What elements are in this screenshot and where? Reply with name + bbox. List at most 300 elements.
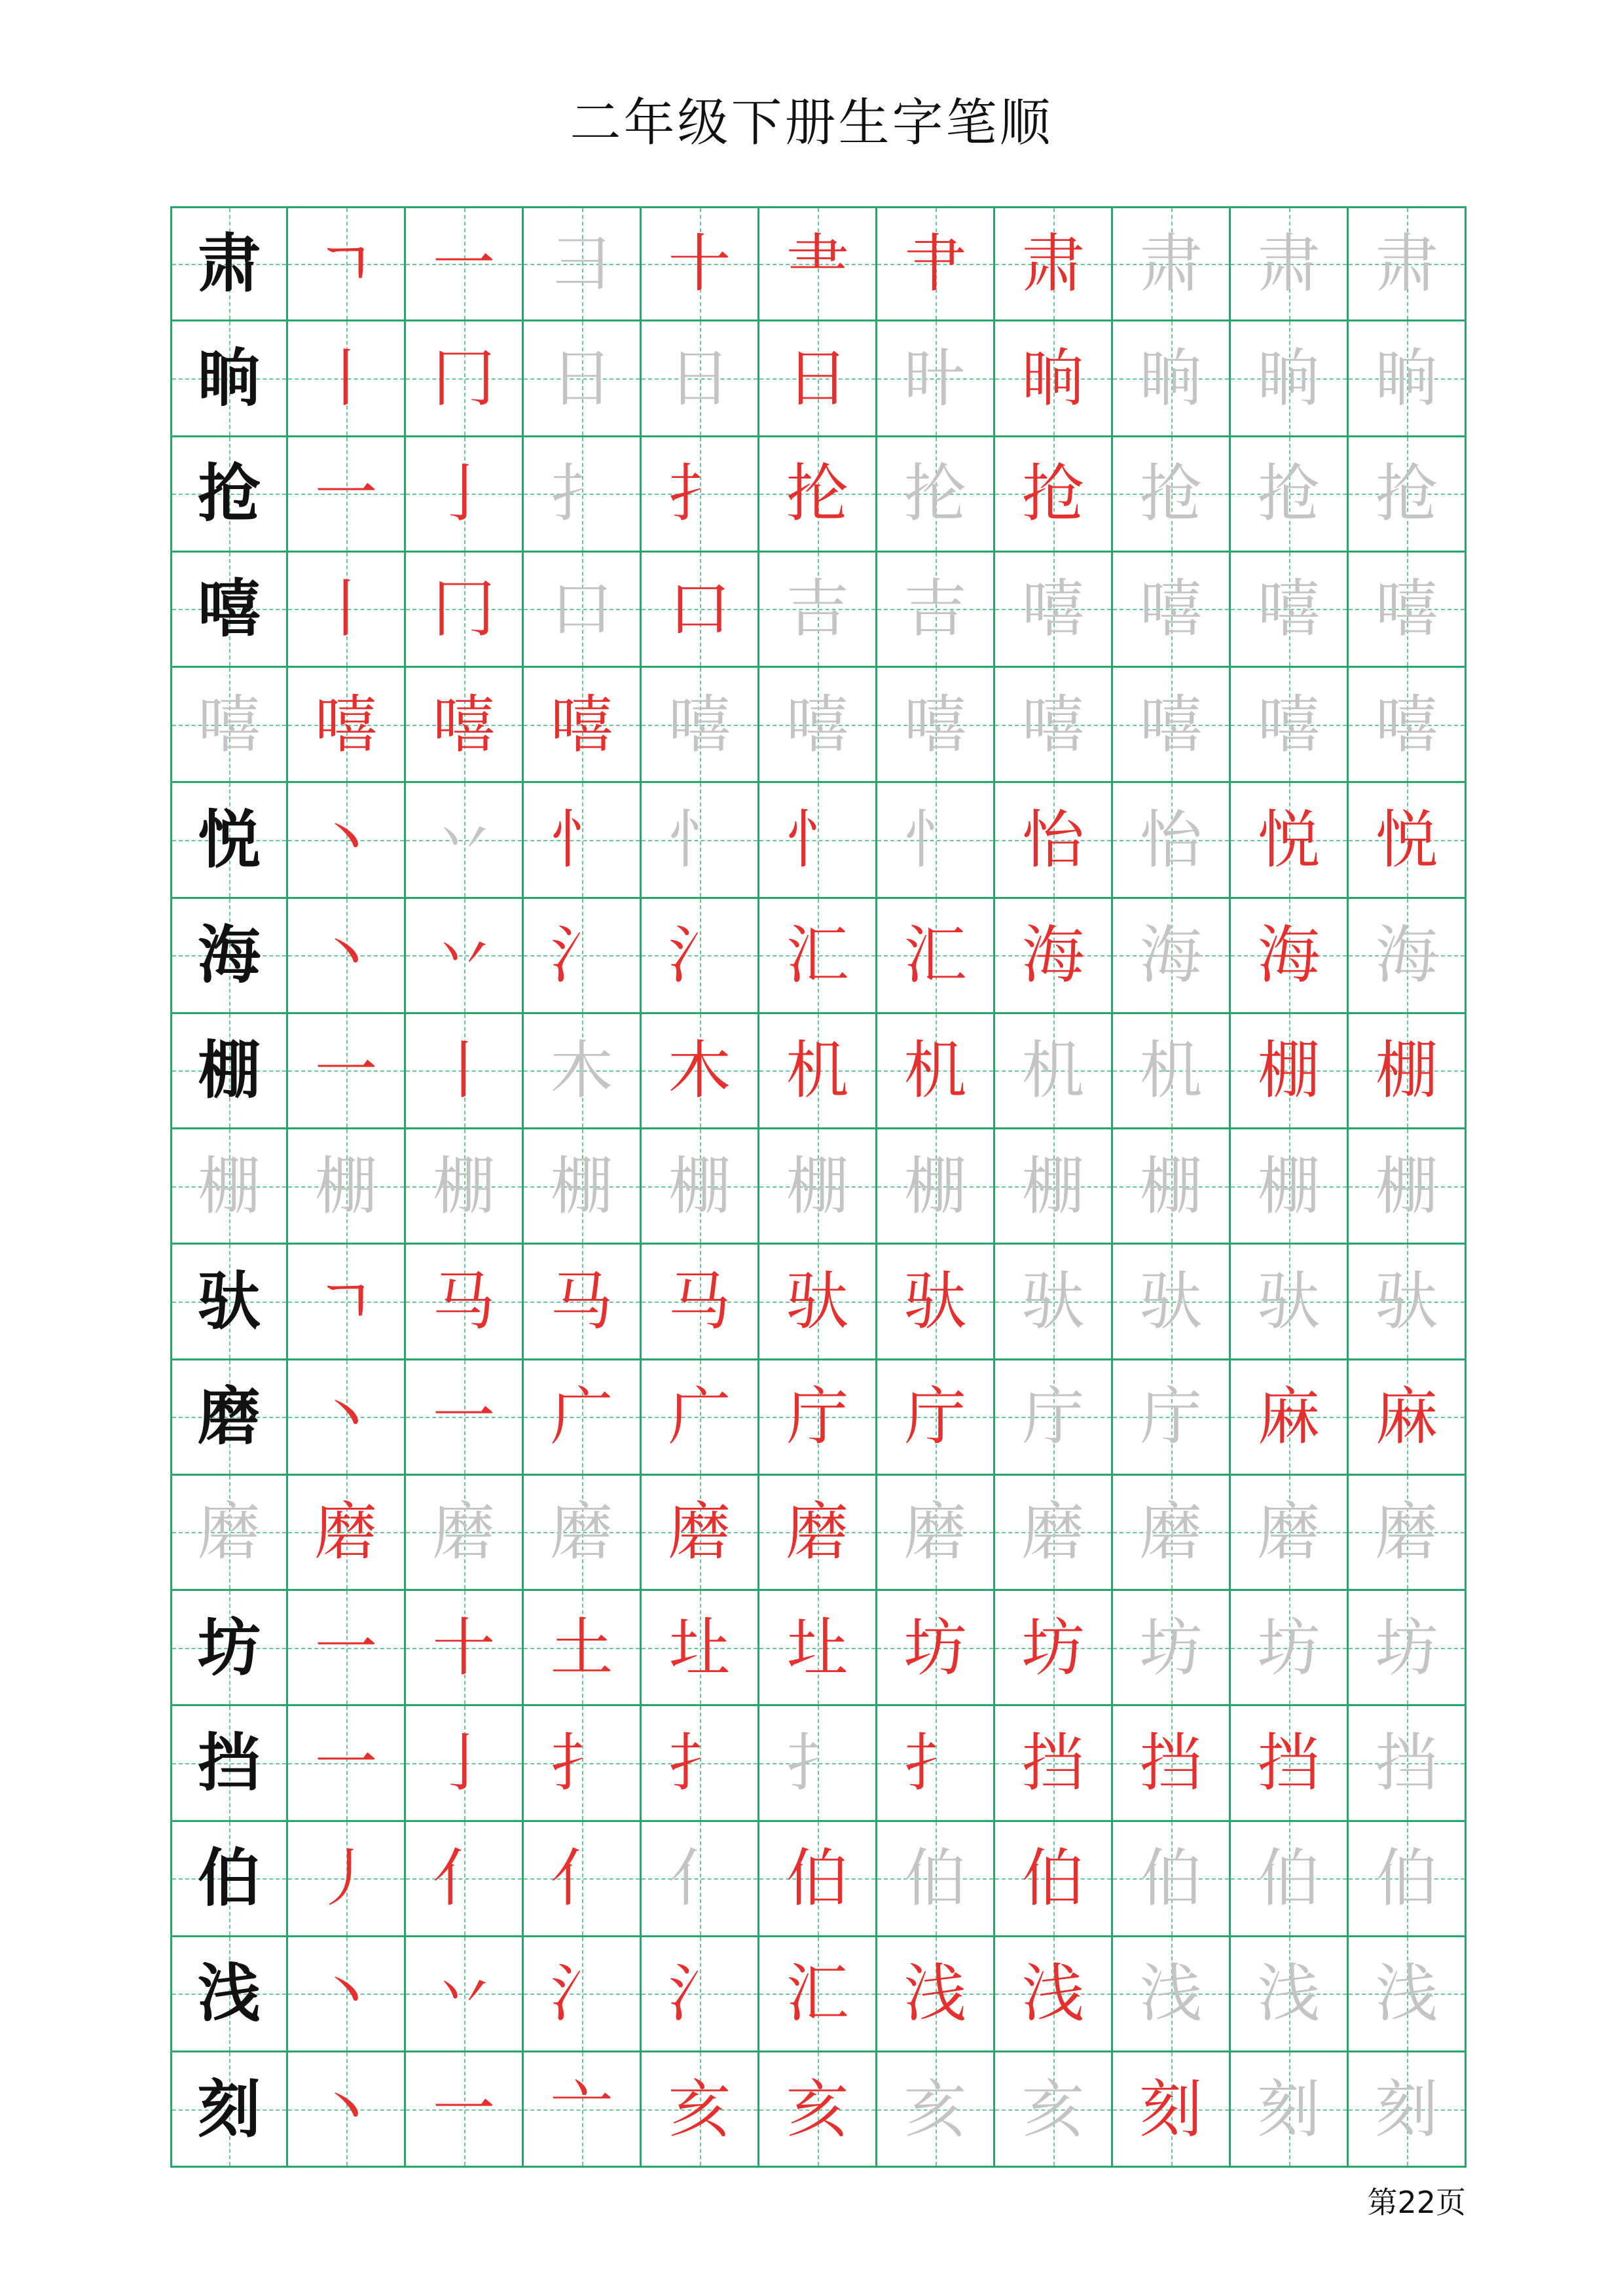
stroke-step-cell [288, 1129, 406, 1245]
stroke-step-glyph: 嘻 [1139, 572, 1203, 646]
stroke-step-cell [524, 1014, 642, 1129]
character-cell [170, 1591, 288, 1706]
stroke-step-glyph: 氵 [668, 919, 731, 993]
stroke-step-cell [759, 1360, 877, 1476]
stroke-step-cell [1113, 1014, 1231, 1129]
stroke-step-glyph: 一 [314, 1726, 378, 1800]
character-cell [170, 1245, 288, 1360]
stroke-step-cell [995, 2052, 1113, 2168]
stroke-step-glyph: 吉 [903, 572, 967, 646]
stroke-step-glyph: 悦 [1375, 803, 1438, 877]
stroke-step-glyph: 忄 [786, 803, 849, 877]
stroke-step-glyph: 广 [668, 1380, 731, 1454]
stroke-step-glyph: 肃 [1021, 227, 1085, 301]
stroke-step-cell [406, 1014, 524, 1129]
stroke-step-cell [877, 206, 995, 321]
stroke-step-glyph: 伯 [786, 1842, 849, 1916]
stroke-step-glyph: 十 [432, 1611, 496, 1685]
stroke-step-glyph: 嘻 [432, 687, 496, 761]
stroke-step-glyph: 坊 [1257, 1611, 1321, 1685]
stroke-step-glyph: 吉 [786, 572, 849, 646]
stroke-step-cell [1349, 1245, 1467, 1360]
stroke-step-cell [288, 553, 406, 668]
stroke-step-cell [406, 1706, 524, 1821]
stroke-step-cell [642, 437, 759, 553]
stroke-step-cell [1231, 1476, 1349, 1591]
stroke-step-cell [877, 1129, 995, 1245]
stroke-step-cell [524, 437, 642, 553]
stroke-step-cell [759, 1591, 877, 1706]
stroke-step-glyph: 磨 [1021, 1495, 1085, 1569]
stroke-step-cell [406, 437, 524, 553]
stroke-step-glyph: 忄 [550, 803, 613, 877]
stroke-step-cell [759, 1245, 877, 1360]
stroke-step-cell [524, 1822, 642, 1937]
character-cell [170, 553, 288, 668]
stroke-step-glyph: 一 [314, 1034, 378, 1108]
stroke-step-glyph: 浅 [1375, 1957, 1438, 2031]
stroke-step-cell [759, 553, 877, 668]
stroke-step-cell [759, 1706, 877, 1821]
stroke-step-cell [995, 437, 1113, 553]
stroke-step-glyph: 驮 [1257, 1264, 1321, 1338]
stroke-step-glyph: 嘻 [1257, 572, 1321, 646]
stroke-step-glyph: 怡 [1021, 803, 1085, 877]
stroke-step-cell [288, 1245, 406, 1360]
stroke-step-glyph: 坊 [1139, 1611, 1203, 1685]
stroke-step-cell [524, 1476, 642, 1591]
stroke-step-glyph: 亥 [1021, 2072, 1085, 2146]
stroke-step-glyph: 棚 [786, 1149, 849, 1223]
stroke-step-cell [877, 1706, 995, 1821]
character-cell [170, 668, 288, 783]
stroke-step-cell [1231, 783, 1349, 898]
stroke-step-glyph: 氵 [668, 1957, 731, 2031]
stroke-step-glyph: 伯 [1021, 1842, 1085, 1916]
stroke-step-glyph: 刻 [1257, 2072, 1321, 2146]
stroke-step-glyph: 肃 [1139, 227, 1203, 301]
stroke-step-cell [524, 321, 642, 437]
stroke-step-cell [406, 206, 524, 321]
stroke-step-glyph: 马 [550, 1264, 613, 1338]
stroke-step-cell [1113, 553, 1231, 668]
stroke-step-cell [406, 2052, 524, 2168]
stroke-step-cell [524, 2052, 642, 2168]
stroke-step-cell [288, 1360, 406, 1476]
page-number: 第22页 [1367, 2185, 1466, 2220]
stroke-step-glyph: 伯 [903, 1842, 967, 1916]
stroke-step-glyph: 汇 [786, 919, 849, 993]
stroke-step-cell [288, 899, 406, 1014]
character-cell [170, 2052, 288, 2168]
stroke-step-cell [524, 1937, 642, 2052]
stroke-step-glyph: 扌 [668, 1726, 731, 1800]
stroke-step-glyph: 汇 [786, 1957, 849, 2031]
stroke-step-cell [524, 783, 642, 898]
stroke-step-glyph: 冂 [432, 572, 496, 646]
character-cell [170, 899, 288, 1014]
character-glyph: 磨 [198, 1379, 261, 1454]
stroke-step-cell [288, 783, 406, 898]
stroke-step-glyph: 亥 [786, 2072, 849, 2146]
stroke-step-cell [1231, 1822, 1349, 1937]
stroke-step-glyph: 悦 [1257, 803, 1321, 877]
stroke-step-glyph: 一 [432, 2072, 496, 2146]
stroke-step-cell [1113, 437, 1231, 553]
stroke-step-glyph: 浅 [1257, 1957, 1321, 2031]
stroke-step-cell [642, 206, 759, 321]
stroke-step-glyph: 庁 [1021, 1380, 1085, 1454]
stroke-step-cell [1113, 1129, 1231, 1245]
stroke-step-cell [995, 1129, 1113, 1245]
stroke-step-cell [877, 899, 995, 1014]
stroke-step-cell [642, 899, 759, 1014]
stroke-step-glyph: 驮 [1021, 1264, 1085, 1338]
stroke-step-glyph: 抢 [1375, 457, 1438, 531]
stroke-step-glyph: 圵 [668, 1611, 731, 1685]
page-title: 二年级下册生字笔顺 [570, 94, 1053, 153]
stroke-step-cell [1349, 1706, 1467, 1821]
stroke-step-cell [877, 553, 995, 668]
stroke-step-cell [642, 668, 759, 783]
stroke-step-glyph: 氵 [550, 919, 613, 993]
stroke-step-glyph: 丶 [314, 1380, 378, 1454]
stroke-step-glyph: 挡 [1021, 1726, 1085, 1800]
stroke-step-cell [288, 437, 406, 553]
stroke-step-cell [877, 1937, 995, 2052]
stroke-step-glyph: 肀 [903, 227, 967, 301]
stroke-step-cell [642, 1014, 759, 1129]
stroke-step-glyph: 丶 [314, 1957, 378, 2031]
stroke-step-cell [642, 1245, 759, 1360]
stroke-step-cell [406, 1591, 524, 1706]
stroke-step-cell [406, 899, 524, 1014]
stroke-step-cell [995, 553, 1113, 668]
stroke-step-glyph: 日 [550, 341, 613, 415]
stroke-step-cell [1113, 899, 1231, 1014]
stroke-step-glyph: 丶 [314, 919, 378, 993]
stroke-step-cell [1349, 437, 1467, 553]
stroke-step-glyph: 亻 [432, 1842, 496, 1916]
stroke-step-cell [642, 783, 759, 898]
character-glyph: 驮 [198, 1264, 261, 1338]
character-cell [170, 206, 288, 321]
stroke-step-cell [759, 899, 877, 1014]
character-glyph: 浅 [198, 1956, 261, 2031]
stroke-step-glyph: 驮 [903, 1264, 967, 1338]
stroke-step-glyph: 抡 [786, 457, 849, 531]
stroke-step-cell [406, 1245, 524, 1360]
stroke-step-cell [877, 1360, 995, 1476]
stroke-step-cell [288, 1476, 406, 1591]
stroke-step-glyph: 一 [432, 1380, 496, 1454]
stroke-step-cell [288, 206, 406, 321]
stroke-step-glyph: 驮 [1375, 1264, 1438, 1338]
stroke-step-glyph: 木 [550, 1034, 613, 1108]
stroke-step-cell [759, 1476, 877, 1591]
stroke-step-glyph: 亅 [432, 457, 496, 531]
stroke-step-glyph: 磨 [550, 1495, 613, 1569]
stroke-step-glyph: 磨 [668, 1495, 731, 1569]
stroke-step-cell [642, 553, 759, 668]
stroke-step-glyph: 一 [314, 1611, 378, 1685]
character-glyph: 抢 [198, 456, 261, 531]
stroke-step-cell [288, 1014, 406, 1129]
stroke-step-cell [1231, 437, 1349, 553]
stroke-step-glyph: 嘻 [314, 687, 378, 761]
stroke-step-cell [877, 1822, 995, 1937]
stroke-step-cell [642, 1706, 759, 1821]
stroke-step-cell [1113, 2052, 1231, 2168]
stroke-step-glyph: 丷 [432, 803, 496, 877]
stroke-step-glyph: 磨 [314, 1495, 378, 1569]
stroke-step-glyph: 扌 [550, 1726, 613, 1800]
stroke-step-glyph: 棚 [903, 1149, 967, 1223]
stroke-step-cell [406, 668, 524, 783]
stroke-step-cell [995, 321, 1113, 437]
stroke-step-cell [1349, 553, 1467, 668]
stroke-step-cell [524, 668, 642, 783]
stroke-step-glyph: 磨 [1257, 1495, 1321, 1569]
stroke-step-glyph: 嘻 [668, 687, 731, 761]
stroke-step-glyph: 磨 [1139, 1495, 1203, 1569]
stroke-step-cell [995, 1245, 1113, 1360]
stroke-step-glyph: 扌 [668, 457, 731, 531]
stroke-step-cell [877, 1476, 995, 1591]
stroke-step-cell [1349, 1937, 1467, 2052]
stroke-step-cell [406, 1937, 524, 2052]
stroke-step-cell [759, 1014, 877, 1129]
stroke-step-cell [642, 1129, 759, 1245]
stroke-step-cell [1349, 899, 1467, 1014]
stroke-step-cell [1349, 321, 1467, 437]
character-cell [170, 1937, 288, 2052]
stroke-step-glyph: 亥 [668, 2072, 731, 2146]
stroke-step-cell [1231, 1591, 1349, 1706]
stroke-step-cell [877, 2052, 995, 2168]
stroke-step-cell [1231, 1360, 1349, 1476]
stroke-step-glyph: ㄱ [316, 227, 376, 301]
stroke-step-glyph: 冂 [432, 341, 496, 415]
stroke-step-cell [995, 783, 1113, 898]
stroke-step-glyph: 坊 [903, 1611, 967, 1685]
stroke-step-cell [406, 783, 524, 898]
stroke-step-cell [1349, 2052, 1467, 2168]
stroke-step-cell [1231, 1245, 1349, 1360]
stroke-step-cell [1349, 783, 1467, 898]
stroke-step-cell [1349, 1591, 1467, 1706]
stroke-step-cell [642, 321, 759, 437]
stroke-step-glyph: 丨 [432, 1034, 496, 1108]
stroke-step-cell [995, 1937, 1113, 2052]
stroke-step-glyph: 磨 [903, 1495, 967, 1569]
stroke-step-glyph: 浅 [1139, 1957, 1203, 2031]
stroke-step-cell [1231, 1937, 1349, 2052]
stroke-step-cell [759, 206, 877, 321]
stroke-step-glyph: 机 [786, 1034, 849, 1108]
stroke-step-cell [759, 2052, 877, 2168]
stroke-step-cell [1231, 206, 1349, 321]
stroke-step-glyph: 磨 [432, 1495, 496, 1569]
stroke-step-glyph: 伯 [1375, 1842, 1438, 1916]
stroke-step-cell [877, 783, 995, 898]
stroke-step-cell [995, 206, 1113, 321]
character-cell [170, 1476, 288, 1591]
stroke-step-glyph: 嘻 [1375, 572, 1438, 646]
character-cell [170, 321, 288, 437]
stroke-step-cell [759, 783, 877, 898]
stroke-step-cell [995, 1360, 1113, 1476]
stroke-step-cell [288, 1937, 406, 2052]
stroke-step-cell [642, 1591, 759, 1706]
stroke-step-glyph: 棚 [668, 1149, 731, 1223]
stroke-step-glyph: 扌 [903, 1726, 967, 1800]
stroke-step-cell [642, 2052, 759, 2168]
stroke-step-glyph: 忄 [903, 803, 967, 877]
stroke-step-cell [1231, 1129, 1349, 1245]
stroke-step-glyph: 刻 [1375, 2072, 1438, 2146]
stroke-step-glyph: 亠 [550, 2072, 613, 2146]
stroke-step-cell [524, 1360, 642, 1476]
character-glyph: 棚 [198, 1149, 261, 1223]
stroke-step-glyph: 晌 [1139, 341, 1203, 415]
stroke-step-glyph: 晌 [1257, 341, 1321, 415]
stroke-step-glyph: 麻 [1257, 1380, 1321, 1454]
stroke-step-glyph: ⺻ [786, 227, 849, 301]
stroke-step-glyph: 亻 [668, 1842, 731, 1916]
stroke-step-glyph: 机 [1139, 1034, 1203, 1108]
character-cell [170, 1360, 288, 1476]
stroke-step-glyph: 马 [668, 1264, 731, 1338]
stroke-step-glyph: 一 [314, 457, 378, 531]
stroke-step-cell [1113, 321, 1231, 437]
stroke-step-glyph: 抢 [1139, 457, 1203, 531]
stroke-step-cell [524, 206, 642, 321]
stroke-step-glyph: 晌 [1375, 341, 1438, 415]
stroke-step-glyph: 庁 [786, 1380, 849, 1454]
stroke-step-cell [759, 1937, 877, 2052]
character-glyph: 嘻 [198, 687, 261, 761]
stroke-step-glyph: 嘻 [1375, 687, 1438, 761]
stroke-step-cell [406, 1360, 524, 1476]
stroke-step-cell [524, 1129, 642, 1245]
stroke-step-glyph: 马 [432, 1264, 496, 1338]
stroke-step-glyph: 嘻 [1021, 572, 1085, 646]
stroke-step-glyph: 嘻 [1021, 687, 1085, 761]
stroke-step-cell [995, 1591, 1113, 1706]
stroke-step-cell [642, 1937, 759, 2052]
stroke-step-glyph: 抢 [1257, 457, 1321, 531]
stroke-step-cell [642, 1822, 759, 1937]
character-cell [170, 1706, 288, 1821]
stroke-step-cell [1113, 1706, 1231, 1821]
stroke-step-cell [877, 321, 995, 437]
stroke-step-glyph: 丨 [314, 572, 378, 646]
stroke-step-glyph: 挡 [1257, 1726, 1321, 1800]
character-cell [170, 1822, 288, 1937]
stroke-step-cell [995, 1822, 1113, 1937]
stroke-step-cell [288, 1706, 406, 1821]
character-glyph: 悦 [198, 802, 261, 877]
stroke-step-glyph: 驮 [786, 1264, 849, 1338]
stroke-step-glyph: 土 [550, 1611, 613, 1685]
character-glyph: 嘻 [198, 572, 261, 646]
stroke-step-cell [1231, 1014, 1349, 1129]
stroke-step-cell [1231, 668, 1349, 783]
stroke-step-cell [995, 668, 1113, 783]
stroke-step-cell [1113, 206, 1231, 321]
stroke-step-cell [524, 553, 642, 668]
stroke-step-glyph: 十 [668, 227, 731, 301]
stroke-step-glyph: 扌 [786, 1726, 849, 1800]
stroke-step-glyph: 棚 [1257, 1149, 1321, 1223]
stroke-step-cell [406, 1129, 524, 1245]
stroke-step-cell [288, 1591, 406, 1706]
stroke-step-glyph: 浅 [1021, 1957, 1085, 2031]
stroke-step-cell [1349, 668, 1467, 783]
stroke-step-cell [1113, 1591, 1231, 1706]
stroke-step-glyph: 坊 [1375, 1611, 1438, 1685]
stroke-step-cell [759, 437, 877, 553]
stroke-step-glyph: 丿 [314, 1842, 378, 1916]
stroke-step-cell [1231, 553, 1349, 668]
stroke-step-glyph: 浅 [903, 1957, 967, 2031]
stroke-step-glyph: 亻 [550, 1842, 613, 1916]
character-glyph: 磨 [198, 1495, 261, 1569]
stroke-step-cell [642, 1476, 759, 1591]
stroke-step-cell [1231, 2052, 1349, 2168]
stroke-step-glyph: 旪 [903, 341, 967, 415]
stroke-step-glyph: 海 [1139, 919, 1203, 993]
stroke-step-glyph: 亥 [903, 2072, 967, 2146]
stroke-step-cell [1113, 1245, 1231, 1360]
character-glyph: 棚 [198, 1033, 261, 1108]
stroke-step-glyph: 海 [1257, 919, 1321, 993]
character-cell [170, 1014, 288, 1129]
stroke-step-glyph: 刻 [1139, 2072, 1203, 2146]
stroke-step-glyph: 嘻 [1257, 687, 1321, 761]
stroke-step-cell [1113, 668, 1231, 783]
stroke-step-glyph: 丷 [432, 919, 496, 993]
stroke-step-cell [288, 2052, 406, 2168]
character-glyph: 肃 [198, 227, 261, 301]
character-cell [170, 783, 288, 898]
stroke-step-cell [1113, 1822, 1231, 1937]
stroke-step-cell [524, 1591, 642, 1706]
stroke-step-glyph: 机 [1021, 1034, 1085, 1108]
stroke-step-glyph: 口 [550, 572, 613, 646]
stroke-step-glyph: 嘻 [786, 687, 849, 761]
character-glyph: 晌 [198, 340, 261, 415]
stroke-step-cell [1349, 1014, 1467, 1129]
stroke-step-glyph: 嘻 [903, 687, 967, 761]
stroke-step-cell [759, 321, 877, 437]
stroke-step-glyph: 一 [432, 227, 496, 301]
character-cell [170, 1129, 288, 1245]
stroke-step-glyph: 日 [786, 341, 849, 415]
stroke-step-glyph: 忄 [668, 803, 731, 877]
stroke-step-glyph: 麻 [1375, 1380, 1438, 1454]
character-glyph: 挡 [198, 1725, 261, 1800]
stroke-step-glyph: 丷 [432, 1957, 496, 2031]
stroke-step-glyph: 庁 [1139, 1380, 1203, 1454]
stroke-order-grid [170, 206, 1467, 2168]
stroke-step-cell [406, 553, 524, 668]
stroke-step-glyph: 肃 [1375, 227, 1438, 301]
stroke-step-glyph: 棚 [1375, 1034, 1438, 1108]
stroke-step-cell [642, 1360, 759, 1476]
stroke-step-cell [877, 668, 995, 783]
